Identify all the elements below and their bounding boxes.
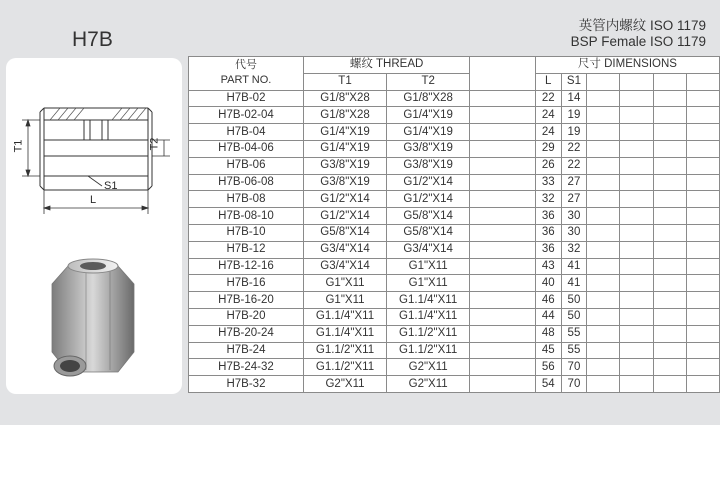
cell-empty: [587, 191, 620, 208]
cell-s1: 22: [561, 140, 587, 157]
cell-empty: [653, 359, 686, 376]
cell-empty: [653, 325, 686, 342]
cell-empty: [686, 292, 719, 309]
cell-empty: [587, 124, 620, 141]
cell-blank: [470, 325, 536, 342]
cell-blank: [470, 90, 536, 107]
cell-blank: [470, 359, 536, 376]
cell-l: 36: [535, 208, 561, 225]
cell-blank: [470, 275, 536, 292]
cell-t2: G2"X11: [387, 376, 470, 393]
cell-empty: [587, 208, 620, 225]
cell-empty: [587, 275, 620, 292]
cell-empty: [686, 308, 719, 325]
cell-l: 48: [535, 325, 561, 342]
cell-t1: G1/8"X28: [303, 90, 386, 107]
cell-empty: [653, 275, 686, 292]
cell-l: 56: [535, 359, 561, 376]
cell-empty: [587, 241, 620, 258]
drawing-label-t1: T1: [12, 139, 25, 153]
product-image-box: [6, 58, 182, 394]
cell-empty: [620, 107, 653, 124]
page-title: H7B: [72, 28, 113, 51]
cell-l: 29: [535, 140, 561, 157]
cell-part: H7B-24: [189, 342, 304, 359]
table-row: [189, 292, 720, 309]
cell-part: H7B-16: [189, 275, 304, 292]
product-photo: [6, 248, 182, 398]
cell-t2: G1.1/2"X11: [387, 325, 470, 342]
table-row: [189, 124, 720, 141]
cell-s1: 14: [561, 90, 587, 107]
cell-empty: [620, 359, 653, 376]
cell-empty: [587, 376, 620, 393]
cell-empty: [653, 258, 686, 275]
cell-t1: G1"X11: [303, 292, 386, 309]
standard-header: [571, 18, 706, 50]
cell-part: H7B-20-24: [189, 325, 304, 342]
cell-t1: G1/4"X19: [303, 124, 386, 141]
cell-empty: [653, 90, 686, 107]
cell-empty: [686, 107, 719, 124]
cell-t1: G1/8"X28: [303, 107, 386, 124]
cell-empty: [653, 224, 686, 241]
cell-l: 32: [535, 191, 561, 208]
cell-empty: [686, 342, 719, 359]
cell-t2: G1.1/4"X11: [387, 308, 470, 325]
cell-blank: [470, 174, 536, 191]
header-blank: [470, 57, 536, 91]
table-row: [189, 90, 720, 107]
table-row: [189, 275, 720, 292]
cell-s1: 70: [561, 359, 587, 376]
cell-t1: G1/2"X14: [303, 191, 386, 208]
table-row: [189, 140, 720, 157]
cell-empty: [620, 208, 653, 225]
table-row: [189, 342, 720, 359]
cell-part: H7B-04: [189, 124, 304, 141]
cell-empty: [686, 140, 719, 157]
table-row: [189, 157, 720, 174]
table-row: [189, 325, 720, 342]
cell-s1: 27: [561, 174, 587, 191]
cell-empty: [653, 124, 686, 141]
cell-t2: G1"X11: [387, 275, 470, 292]
standard-line-cn: 英管内螺纹 ISO 1179: [578, 18, 706, 33]
cell-l: 36: [535, 241, 561, 258]
table-row: [189, 174, 720, 191]
cell-empty: [620, 140, 653, 157]
cell-part: H7B-10: [189, 224, 304, 241]
cell-empty: [587, 107, 620, 124]
cell-s1: 30: [561, 224, 587, 241]
cell-blank: [470, 292, 536, 309]
cell-empty: [587, 359, 620, 376]
cell-empty: [620, 241, 653, 258]
cell-t1: G1.1/2"X11: [303, 342, 386, 359]
cell-t1: G3/8"X19: [303, 157, 386, 174]
cell-t1: G1/2"X14: [303, 208, 386, 225]
header-part-no-en: PART NO.: [220, 74, 272, 87]
cell-blank: [470, 208, 536, 225]
cell-empty: [587, 224, 620, 241]
table-row: [189, 107, 720, 124]
header-part-no-cn: 代号: [234, 59, 257, 72]
cell-s1: 19: [561, 124, 587, 141]
cell-s1: 30: [561, 208, 587, 225]
cell-empty: [620, 124, 653, 141]
cell-empty: [587, 174, 620, 191]
cell-part: H7B-08: [189, 191, 304, 208]
cell-empty: [620, 275, 653, 292]
cell-l: 26: [535, 157, 561, 174]
cell-empty: [620, 90, 653, 107]
cell-t2: G1.1/2"X11: [387, 342, 470, 359]
cell-l: 24: [535, 124, 561, 141]
cell-empty: [686, 359, 719, 376]
cell-empty: [620, 258, 653, 275]
cell-empty: [620, 174, 653, 191]
cell-t1: G3/8"X19: [303, 174, 386, 191]
cell-l: 46: [535, 292, 561, 309]
cell-t1: G3/4"X14: [303, 258, 386, 275]
cell-empty: [653, 292, 686, 309]
header-s1: S1: [561, 73, 587, 90]
cell-l: 43: [535, 258, 561, 275]
cell-empty: [653, 376, 686, 393]
cell-empty: [653, 157, 686, 174]
cell-t2: G1"X11: [387, 258, 470, 275]
cell-blank: [470, 224, 536, 241]
cell-t2: G2"X11: [387, 359, 470, 376]
cell-blank: [470, 107, 536, 124]
cell-l: 24: [535, 107, 561, 124]
cell-empty: [587, 325, 620, 342]
table-row: [189, 224, 720, 241]
cell-s1: 41: [561, 258, 587, 275]
cell-l: 54: [535, 376, 561, 393]
cell-t1: G1.1/2"X11: [303, 359, 386, 376]
cell-l: 45: [535, 342, 561, 359]
cell-blank: [470, 342, 536, 359]
header-thread: 螺纹 THREAD: [303, 57, 469, 74]
cell-empty: [620, 342, 653, 359]
cell-s1: 50: [561, 308, 587, 325]
header-l: L: [535, 73, 561, 90]
cell-empty: [620, 325, 653, 342]
cell-t2: G5/8"X14: [387, 208, 470, 225]
header-dimensions: 尺寸 DIMENSIONS: [535, 57, 719, 74]
cell-t2: G1/8"X28: [387, 90, 470, 107]
cell-blank: [470, 241, 536, 258]
table-row: [189, 241, 720, 258]
cell-t2: G1/2"X14: [387, 174, 470, 191]
header-extra: [620, 73, 653, 90]
cell-empty: [620, 292, 653, 309]
cell-part: H7B-12-16: [189, 258, 304, 275]
cell-empty: [587, 90, 620, 107]
cell-blank: [470, 258, 536, 275]
cell-t2: G1/2"X14: [387, 191, 470, 208]
cell-l: 33: [535, 174, 561, 191]
cell-empty: [653, 241, 686, 258]
cell-empty: [653, 208, 686, 225]
cell-l: 44: [535, 308, 561, 325]
cell-s1: 55: [561, 325, 587, 342]
cell-t1: G1/4"X19: [303, 140, 386, 157]
table-row: [189, 308, 720, 325]
cell-empty: [686, 191, 719, 208]
header-t1: T1: [303, 73, 386, 90]
cell-part: H7B-16-20: [189, 292, 304, 309]
cell-part: H7B-06: [189, 157, 304, 174]
cell-t2: G3/8"X19: [387, 140, 470, 157]
cell-t1: G5/8"X14: [303, 224, 386, 241]
cell-empty: [686, 241, 719, 258]
cell-t1: G1.1/4"X11: [303, 325, 386, 342]
cell-s1: 41: [561, 275, 587, 292]
drawing-label-l: L: [90, 194, 97, 206]
cell-blank: [470, 308, 536, 325]
cell-part: H7B-04-06: [189, 140, 304, 157]
cell-blank: [470, 157, 536, 174]
cell-empty: [620, 376, 653, 393]
table-row: [189, 359, 720, 376]
cell-t1: G2"X11: [303, 376, 386, 393]
table-row: [189, 258, 720, 275]
cell-blank: [470, 140, 536, 157]
spec-table-body: [189, 90, 720, 392]
cell-empty: [587, 308, 620, 325]
cell-empty: [686, 258, 719, 275]
cell-empty: [686, 174, 719, 191]
cell-empty: [686, 157, 719, 174]
cell-part: H7B-08-10: [189, 208, 304, 225]
cell-t1: G3/4"X14: [303, 241, 386, 258]
cell-empty: [686, 275, 719, 292]
header-extra: [653, 73, 686, 90]
cell-part: H7B-20: [189, 308, 304, 325]
table-row: [189, 208, 720, 225]
standard-line-en: BSP Female ISO 1179: [570, 34, 706, 49]
cell-part: H7B-02-04: [189, 107, 304, 124]
cell-empty: [686, 124, 719, 141]
cell-t1: G1.1/4"X11: [303, 308, 386, 325]
cell-empty: [653, 140, 686, 157]
cell-empty: [620, 224, 653, 241]
cell-part: H7B-12: [189, 241, 304, 258]
spec-table: [188, 56, 720, 393]
cell-empty: [587, 342, 620, 359]
cell-s1: 19: [561, 107, 587, 124]
cell-part: H7B-24-32: [189, 359, 304, 376]
cell-t1: G1"X11: [303, 275, 386, 292]
table-row: [189, 191, 720, 208]
cell-blank: [470, 124, 536, 141]
cell-s1: 32: [561, 241, 587, 258]
cell-empty: [653, 308, 686, 325]
cell-t2: G3/8"X19: [387, 157, 470, 174]
cell-empty: [686, 208, 719, 225]
cell-empty: [653, 342, 686, 359]
cell-l: 36: [535, 224, 561, 241]
cell-part: H7B-06-08: [189, 174, 304, 191]
cell-l: 22: [535, 90, 561, 107]
cell-t2: G3/4"X14: [387, 241, 470, 258]
cell-l: 40: [535, 275, 561, 292]
cell-empty: [653, 107, 686, 124]
cell-empty: [620, 191, 653, 208]
cell-empty: [587, 140, 620, 157]
cell-empty: [686, 325, 719, 342]
header-extra: [686, 73, 719, 90]
cell-empty: [620, 157, 653, 174]
cell-s1: 55: [561, 342, 587, 359]
cell-part: H7B-32: [189, 376, 304, 393]
header-extra: [587, 73, 620, 90]
cell-empty: [620, 308, 653, 325]
drawing-label-s1: S1: [104, 180, 118, 192]
header-t2: T2: [387, 73, 470, 90]
cell-empty: [686, 224, 719, 241]
cell-t2: G1.1/4"X11: [387, 292, 470, 309]
cell-blank: [470, 191, 536, 208]
cell-blank: [470, 376, 536, 393]
cell-t2: G5/8"X14: [387, 224, 470, 241]
header-part-no: [189, 57, 304, 91]
cell-s1: 70: [561, 376, 587, 393]
cell-s1: 22: [561, 157, 587, 174]
cell-empty: [587, 292, 620, 309]
cell-empty: [686, 376, 719, 393]
cell-empty: [686, 90, 719, 107]
cell-empty: [587, 258, 620, 275]
cell-s1: 50: [561, 292, 587, 309]
cell-t2: G1/4"X19: [387, 124, 470, 141]
cell-empty: [653, 174, 686, 191]
cell-s1: 27: [561, 191, 587, 208]
table-row: [189, 376, 720, 393]
cell-part: H7B-02: [189, 90, 304, 107]
cell-empty: [587, 157, 620, 174]
drawing-label-t2: T2: [148, 137, 161, 151]
cell-t2: G1/4"X19: [387, 107, 470, 124]
cell-empty: [653, 191, 686, 208]
